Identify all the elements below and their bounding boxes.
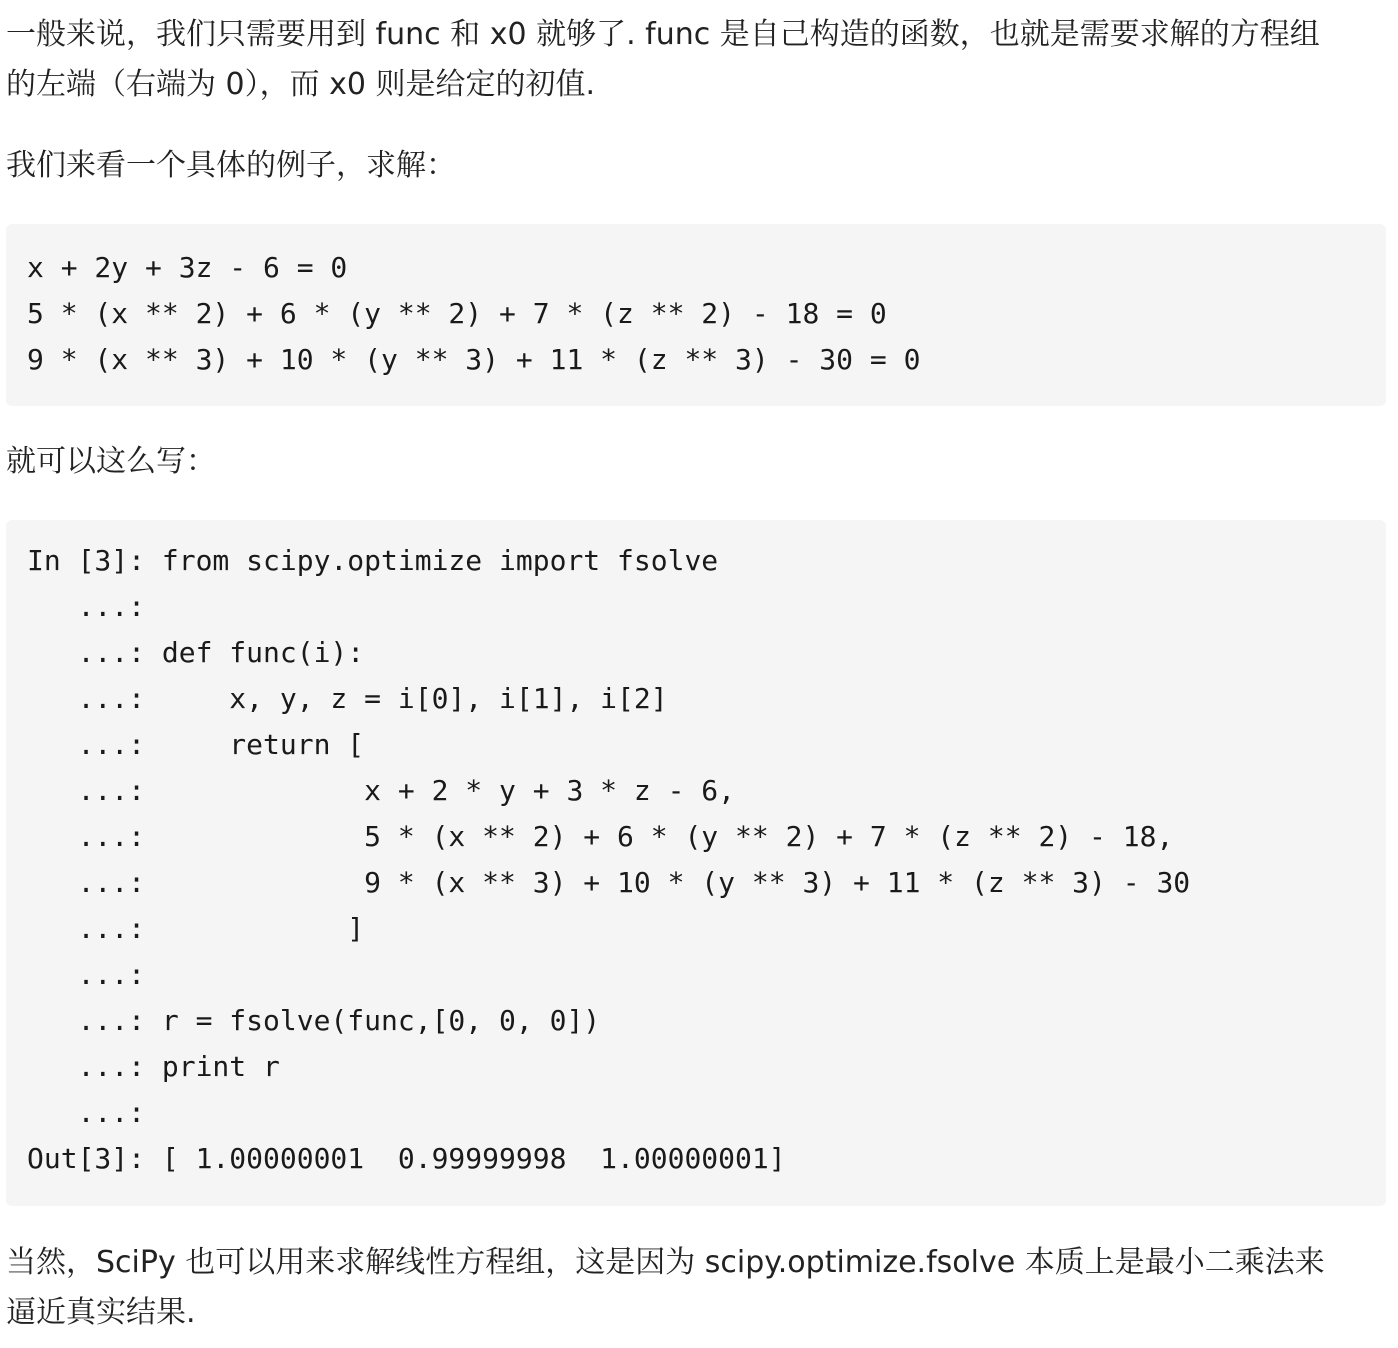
code-line-5: ...: return [ xyxy=(27,728,365,761)
equations-code-block xyxy=(6,224,1386,406)
code-line-13: ...: xyxy=(27,1096,146,1129)
code-output-line: Out[3]: [ 1.00000001 0.99999998 1.00000001] xyxy=(27,1142,786,1175)
conclusion-line-1: 当然，SciPy 也可以用来求解线性方程组，这是因为 scipy.optimize.fsolve 本质上是最小二乘法来 xyxy=(6,1245,1325,1280)
python-code-block xyxy=(6,520,1386,1206)
intro-line-1: 一般来说，我们只需要用到 func 和 x0 就够了. func 是自己构造的函数，也就是需要求解的方程组 xyxy=(6,17,1320,52)
equation-line-2: 5 * (x ** 2) + 6 * (y ** 2) + 7 * (z ** 2) - 18 = 0 xyxy=(27,297,887,330)
code-line-1: In [3]: from scipy.optimize import fsolve xyxy=(27,544,719,577)
code-line-12: ...: print r xyxy=(27,1050,280,1083)
code-line-3: ...: def func(i): xyxy=(27,636,365,669)
conclusion-line-2: 逼近真实结果. xyxy=(6,1295,196,1330)
code-line-11: ...: r = fsolve(func,[0, 0, 0]) xyxy=(27,1004,601,1037)
write-lead-paragraph xyxy=(6,437,1388,487)
write-lead-text: 就可以这么写： xyxy=(6,444,216,479)
conclusion-paragraph xyxy=(6,1238,1388,1338)
example-lead-paragraph xyxy=(6,141,1388,191)
example-lead-text: 我们来看一个具体的例子，求解： xyxy=(6,148,456,183)
code-line-2: ...: xyxy=(27,590,146,623)
intro-line-2: 的左端（右端为 0），而 x0 则是给定的初值. xyxy=(6,67,596,102)
code-line-10: ...: xyxy=(27,958,146,991)
code-line-9: ...: ] xyxy=(27,912,365,945)
equation-line-3: 9 * (x ** 3) + 10 * (y ** 3) + 11 * (z ** 3) - 30 = 0 xyxy=(27,343,921,376)
code-line-4: ...: x, y, z = i[0], i[1], i[2] xyxy=(27,682,668,715)
code-line-7: ...: 5 * (x ** 2) + 6 * (y ** 2) + 7 * (z ** 2) - 18, xyxy=(27,820,1174,853)
code-line-8: ...: 9 * (x ** 3) + 10 * (y ** 3) + 11 * (z ** 3) - 30 xyxy=(27,866,1191,899)
code-line-6: ...: x + 2 * y + 3 * z - 6, xyxy=(27,774,736,807)
equation-line-1: x + 2y + 3z - 6 = 0 xyxy=(27,251,348,284)
intro-paragraph xyxy=(6,10,1388,110)
